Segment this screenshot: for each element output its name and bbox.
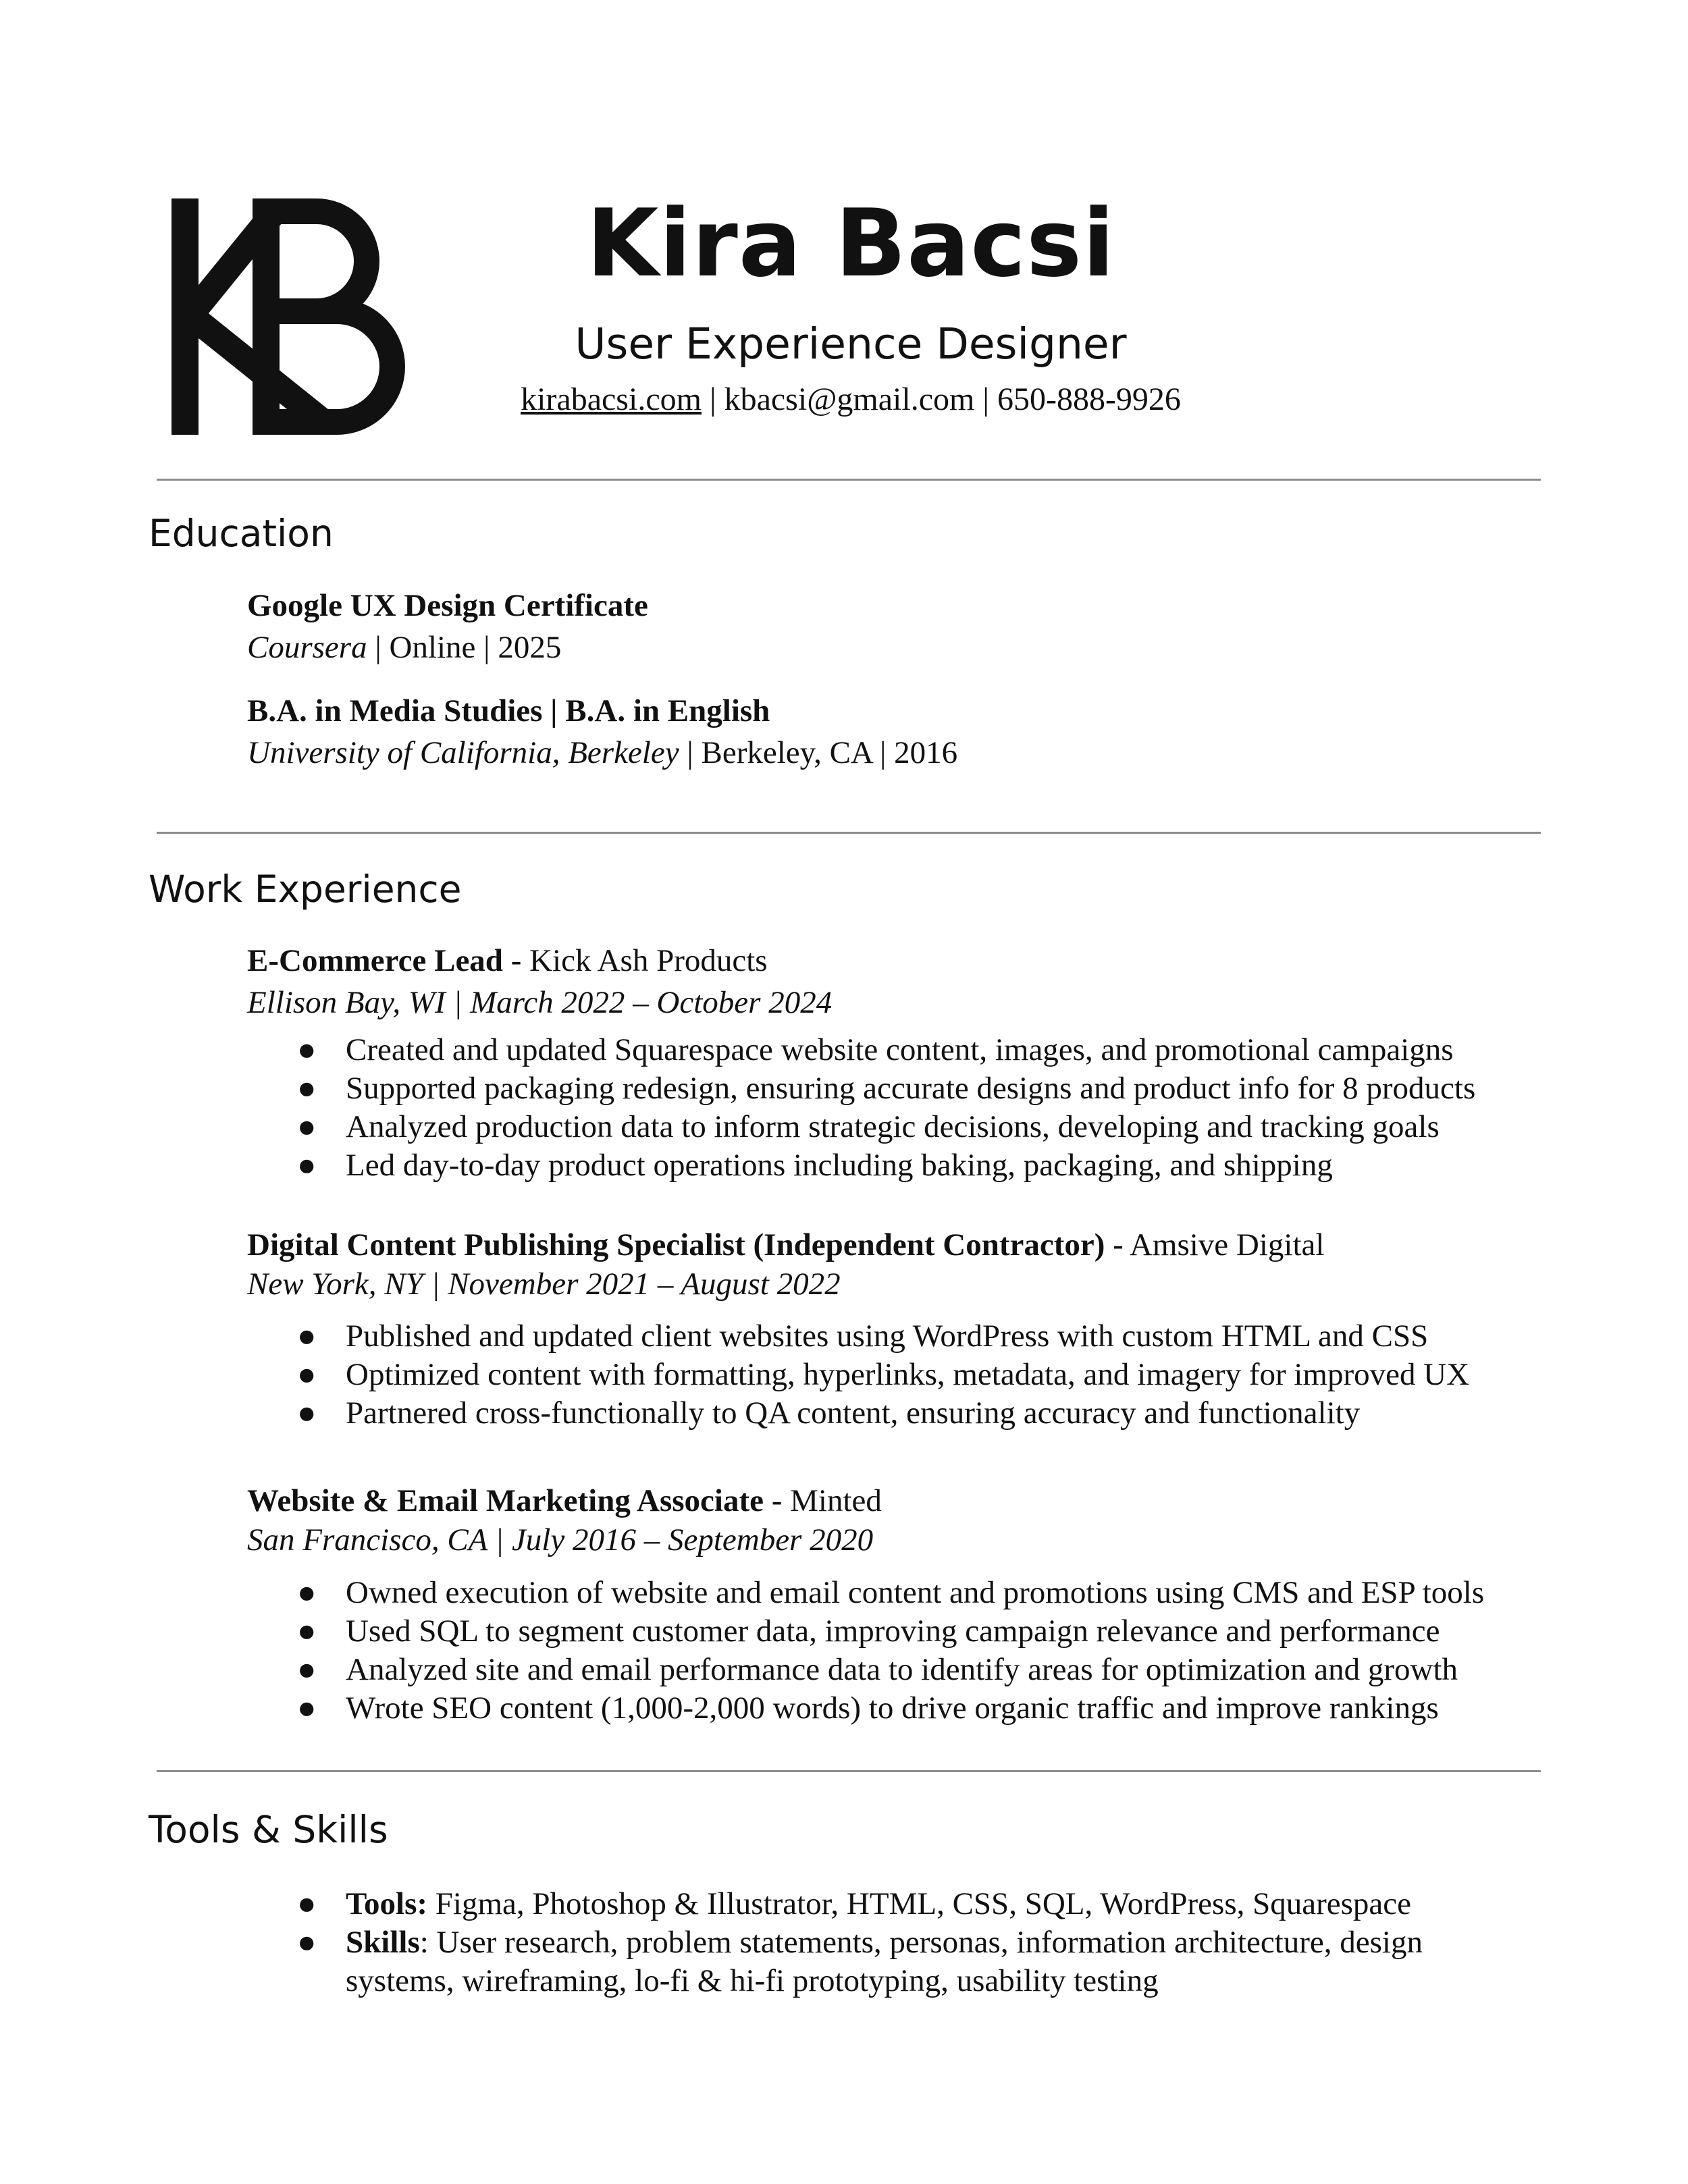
divider — [157, 832, 1541, 834]
bullet-icon: ● — [297, 1357, 317, 1392]
candidate-name: Kira Bacsi — [586, 189, 1115, 298]
job-title-line — [247, 1228, 1324, 1263]
divider — [157, 1770, 1541, 1772]
job-title-line — [247, 944, 768, 979]
skills-heading: Tools & Skills — [149, 1808, 388, 1851]
bullet-icon: ● — [297, 1071, 317, 1106]
education-school: Coursera — [247, 630, 367, 665]
job-meta: Ellison Bay, WI | March 2022 – October 2024 — [247, 985, 833, 1020]
candidate-title: User Experience Designer — [575, 319, 1127, 369]
bullet-icon: ● — [297, 1652, 317, 1687]
bullet-icon: ● — [297, 1925, 317, 1960]
bullet-icon: ● — [297, 1319, 317, 1354]
skills-label: Skills — [346, 1925, 420, 1960]
list-item: ● Used SQL to segment customer data, improving campaign relevance and performance — [297, 1612, 1546, 1651]
job-company: - Amsive Digital — [1105, 1227, 1325, 1262]
skills-text: : User research, problem statements, personas, information architecture, design systems, wireframing, lo-fi & hi-fi prototyping, usability testing — [346, 1925, 1423, 1998]
list-item: ● Optimized content with formatting, hyperlinks, metadata, and imagery for improved UX — [297, 1356, 1546, 1394]
list-item: ● Supported packaging redesign, ensuring accurate designs and product info for 8 products — [297, 1069, 1546, 1108]
email-text: kbacsi@gmail.com — [724, 381, 975, 417]
list-item: ● Published and updated client websites using WordPress with custom HTML and CSS — [297, 1317, 1546, 1356]
bullet-icon: ● — [297, 1614, 317, 1649]
job-meta: New York, NY | November 2021 – August 2022 — [247, 1267, 841, 1302]
education-school-line: Coursera | Online | 2025 — [247, 630, 562, 665]
website-link[interactable]: kirabacsi.com — [521, 381, 702, 417]
job-company: - Kick Ash Products — [502, 943, 768, 978]
contact-line — [395, 382, 1307, 418]
bullet-icon: ● — [297, 1690, 317, 1726]
skills-item — [297, 1923, 1494, 2000]
list-item: ● Analyzed production data to inform strategic decisions, developing and tracking goals — [297, 1108, 1546, 1146]
job-role: Website & Email Marketing Associate — [247, 1483, 764, 1518]
job-bullets — [297, 1317, 1546, 1433]
bullet-icon: ● — [297, 1109, 317, 1144]
list-item: ● Owned execution of website and email content and promotions using CMS and ESP tools — [297, 1574, 1546, 1612]
list-item: ● Wrote SEO content (1,000-2,000 words) to drive organic traffic and improve rankings — [297, 1689, 1546, 1728]
tools-text: Figma, Photoshop & Illustrator, HTML, CSS, SQL, WordPress, Squarespace — [427, 1886, 1412, 1921]
contact-separator: | — [701, 381, 724, 417]
education-heading: Education — [149, 512, 334, 555]
tools-label: Tools: — [346, 1886, 428, 1921]
education-school-line: University of California, Berkeley | Berkeley, CA | 2016 — [247, 735, 958, 770]
bullet-icon: ● — [297, 1395, 317, 1431]
bullet-icon: ● — [297, 1032, 317, 1067]
contact-separator: | — [974, 381, 997, 417]
skills-bullets — [297, 1885, 1546, 2000]
list-item: ● Analyzed site and email performance data to identify areas for optimization and growth — [297, 1651, 1546, 1689]
bullet-icon: ● — [297, 1148, 317, 1183]
list-item: ● Partnered cross-functionally to QA content, ensuring accuracy and functionality — [297, 1394, 1546, 1433]
work-heading: Work Experience — [149, 868, 462, 911]
list-item: ● Led day-to-day product operations including baking, packaging, and shipping — [297, 1146, 1546, 1185]
job-role: E-Commerce Lead — [247, 943, 503, 978]
education-school: University of California, Berkeley — [247, 735, 679, 770]
phone-text: 650-888-9926 — [997, 381, 1181, 417]
education-degree: Google UX Design Certificate — [247, 588, 648, 623]
tools-item — [297, 1885, 1546, 1923]
bullet-icon: ● — [297, 1886, 317, 1921]
education-degree: B.A. in Media Studies | B.A. in English — [247, 693, 770, 728]
bullet-icon: ● — [297, 1575, 317, 1610]
job-bullets — [297, 1031, 1546, 1185]
job-role: Digital Content Publishing Specialist (Independent Contractor) — [247, 1227, 1105, 1262]
list-item: ● Created and updated Squarespace website content, images, and promotional campaigns — [297, 1031, 1546, 1069]
job-bullets — [297, 1574, 1546, 1728]
job-company: - Minted — [763, 1483, 882, 1518]
job-title-line — [247, 1484, 882, 1519]
kb-logo — [172, 197, 408, 436]
divider — [157, 479, 1541, 481]
job-meta: San Francisco, CA | July 2016 – September 2020 — [247, 1522, 874, 1557]
